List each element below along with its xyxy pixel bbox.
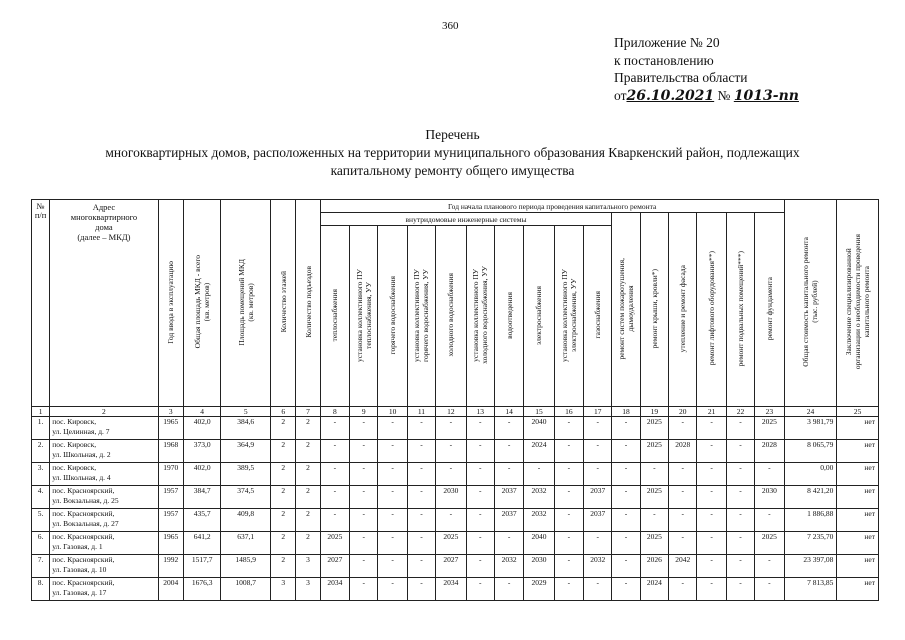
col-header-electric: электроснабжения: [524, 226, 554, 407]
cell-row-number: 2.: [32, 440, 50, 463]
cell-total-area: 402,0: [183, 463, 220, 486]
page-number: 360: [442, 20, 459, 32]
cell-row-number: 6.: [32, 532, 50, 555]
cell-year-built: 1965: [158, 532, 183, 555]
cell-elevator: -: [697, 417, 726, 440]
cell-elevator: -: [697, 532, 726, 555]
cell-year-built: 1965: [158, 417, 183, 440]
cell-electric: 2032: [524, 486, 554, 509]
cell-hot-water: -: [378, 509, 407, 532]
cell-conclusion: нет: [837, 555, 879, 578]
col-header-hot-water: горячего водоснабжения: [378, 226, 407, 407]
column-index: 3: [158, 407, 183, 417]
cell-basement: -: [726, 486, 754, 509]
cell-cost: 1 886,88: [784, 509, 837, 532]
cell-fire: -: [612, 417, 640, 440]
col-header-period: Год начала планового периода проведения капитального ремонта: [320, 200, 784, 213]
column-index: 6: [271, 407, 296, 417]
cell-heat: 2034: [320, 578, 349, 601]
appendix-from: от: [614, 87, 627, 103]
cell-foundation: 2025: [755, 532, 784, 555]
column-index: 24: [784, 407, 837, 417]
table-row: [32, 578, 879, 601]
cell-heat: -: [320, 417, 349, 440]
cell-floors: 2: [271, 532, 296, 555]
column-index: 4: [183, 407, 220, 417]
col-header-cold-water: холодного водоснабжения: [436, 226, 466, 407]
col-header-systems: внутридомовые инженерные системы: [320, 213, 612, 226]
cell-heat: -: [320, 463, 349, 486]
cell-year-built: 1968: [158, 440, 183, 463]
table-row: [32, 532, 879, 555]
cell-hot-meter: -: [407, 417, 435, 440]
col-header-roof: ремонт крыши, кровли*): [640, 213, 668, 407]
cell-conclusion: нет: [837, 578, 879, 601]
cell-entrances: 2: [296, 509, 320, 532]
cell-heat-meter: -: [350, 578, 378, 601]
cell-year-built: 1970: [158, 463, 183, 486]
cell-gas: -: [584, 417, 612, 440]
cell-foundation: 2030: [755, 486, 784, 509]
cell-heat: -: [320, 509, 349, 532]
cell-drainage: -: [494, 532, 523, 555]
column-index: 14: [494, 407, 523, 417]
cell-cold-meter: -: [466, 532, 494, 555]
cell-basement: -: [726, 463, 754, 486]
table-row: [32, 463, 879, 486]
appendix-date: 26.10.2021: [626, 87, 715, 104]
cell-drainage: 2032: [494, 555, 523, 578]
cell-facade: 2028: [669, 440, 697, 463]
cell-hot-meter: -: [407, 463, 435, 486]
table-body: [32, 417, 879, 601]
cell-facade: -: [669, 486, 697, 509]
column-index: 17: [584, 407, 612, 417]
cell-roof: 2024: [640, 578, 668, 601]
cell-heat-meter: -: [350, 463, 378, 486]
cell-drainage: -: [494, 463, 523, 486]
cell-cost: 0,00: [784, 463, 837, 486]
cell-total-area: 1517,7: [183, 555, 220, 578]
cell-elevator: -: [697, 555, 726, 578]
cell-gas: 2032: [584, 555, 612, 578]
cell-total-area: 384,7: [183, 486, 220, 509]
col-header-cost: Общая стоимость капитального ремонта (тыс. рублей): [784, 200, 837, 407]
cell-fire: -: [612, 486, 640, 509]
document-title: [40, 126, 865, 180]
col-header-address: Адрес многоквартирного дома (далее – МКД): [50, 200, 158, 407]
column-index: 8: [320, 407, 349, 417]
cell-electric-meter: -: [554, 578, 583, 601]
cell-foundation: -: [755, 578, 784, 601]
appendix-line-2: к постановлению: [614, 52, 714, 68]
cell-row-number: 1.: [32, 417, 50, 440]
appendix-number-label: №: [717, 87, 731, 103]
cell-hot-water: -: [378, 532, 407, 555]
cell-electric-meter: -: [554, 463, 583, 486]
cell-heat: -: [320, 440, 349, 463]
cell-electric: 2040: [524, 532, 554, 555]
column-index: 10: [378, 407, 407, 417]
column-index: 15: [524, 407, 554, 417]
cell-facade: -: [669, 463, 697, 486]
cell-floors: 2: [271, 555, 296, 578]
cell-heat-meter: -: [350, 555, 378, 578]
cell-elevator: -: [697, 509, 726, 532]
col-header-gas: газоснабжения: [584, 226, 612, 407]
cell-basement: -: [726, 509, 754, 532]
cell-floors: 2: [271, 440, 296, 463]
cell-cost: 8 421,20: [784, 486, 837, 509]
cell-cold-water: -: [436, 509, 466, 532]
cell-gas: 2037: [584, 486, 612, 509]
cell-cost: 3 981,79: [784, 417, 837, 440]
column-index: 1: [32, 407, 50, 417]
appendix-line-1: Приложение № 20: [614, 35, 720, 50]
cell-heat-meter: -: [350, 417, 378, 440]
cell-conclusion: нет: [837, 463, 879, 486]
cell-cold-meter: -: [466, 555, 494, 578]
cell-elevator: -: [697, 486, 726, 509]
cell-premises-area: 409,8: [221, 509, 271, 532]
column-index: 20: [669, 407, 697, 417]
title-line-1: Перечень: [425, 127, 480, 142]
cell-cold-meter: -: [466, 486, 494, 509]
cell-gas: -: [584, 440, 612, 463]
cell-heat: -: [320, 486, 349, 509]
cell-roof: 2025: [640, 486, 668, 509]
cell-electric-meter: -: [554, 440, 583, 463]
col-header-year-built: Год ввода в эксплуатацию: [158, 200, 183, 407]
cell-hot-water: -: [378, 417, 407, 440]
table-row: [32, 555, 879, 578]
cell-foundation: 2028: [755, 440, 784, 463]
cell-address: пос. Красноярский, ул. Вокзальная, д. 25: [50, 486, 158, 509]
cell-electric-meter: -: [554, 417, 583, 440]
cell-gas: -: [584, 463, 612, 486]
col-header-entrances: Количество подъездов: [296, 200, 320, 407]
column-index: 21: [697, 407, 726, 417]
cell-cold-meter: -: [466, 417, 494, 440]
column-index: 12: [436, 407, 466, 417]
column-index: 22: [726, 407, 754, 417]
cell-electric-meter: -: [554, 486, 583, 509]
cell-roof: 2026: [640, 555, 668, 578]
column-index: 19: [640, 407, 668, 417]
cell-address: пос. Красноярский, ул. Газовая, д. 17: [50, 578, 158, 601]
cell-cold-water: -: [436, 440, 466, 463]
cell-row-number: 5.: [32, 509, 50, 532]
cell-facade: -: [669, 509, 697, 532]
cell-basement: -: [726, 440, 754, 463]
cell-address: пос. Кировск, ул. Школьная, д. 4: [50, 463, 158, 486]
appendix-block: [614, 34, 799, 105]
col-header-basement: ремонт подвальных помещений***): [726, 213, 754, 407]
col-header-fire: ремонт систем пожаротушения, дымоудаления: [612, 213, 640, 407]
cell-cost: 7 235,70: [784, 532, 837, 555]
buildings-table: [31, 199, 879, 601]
cell-cold-meter: -: [466, 463, 494, 486]
cell-floors: 2: [271, 463, 296, 486]
cell-cold-water: -: [436, 463, 466, 486]
cell-premises-area: 637,1: [221, 532, 271, 555]
cell-total-area: 435,7: [183, 509, 220, 532]
col-header-conclusion: Заключение специализированной организации о необходимости проведения капитального ремонта: [837, 200, 879, 407]
cell-heat: 2027: [320, 555, 349, 578]
cell-facade: -: [669, 417, 697, 440]
column-index: 7: [296, 407, 320, 417]
cell-foundation: -: [755, 509, 784, 532]
col-header-floors: Количество этажей: [271, 200, 296, 407]
table-row: [32, 417, 879, 440]
appendix-number: 1013-пп: [733, 87, 799, 104]
col-header-cold-meter: установка коллективного ПУ холодного водоснабжения, УУ: [466, 226, 494, 407]
cell-foundation: -: [755, 555, 784, 578]
cell-roof: 2025: [640, 417, 668, 440]
cell-basement: -: [726, 555, 754, 578]
cell-hot-water: -: [378, 578, 407, 601]
col-header-elevator: ремонт лифтового оборудования**): [697, 213, 726, 407]
cell-hot-meter: -: [407, 486, 435, 509]
cell-total-area: 402,0: [183, 417, 220, 440]
column-index: 18: [612, 407, 640, 417]
cell-drainage: -: [494, 578, 523, 601]
cell-electric: 2029: [524, 578, 554, 601]
cell-floors: 2: [271, 486, 296, 509]
cell-foundation: 2025: [755, 417, 784, 440]
cell-fire: -: [612, 440, 640, 463]
appendix-line-3: Правительства области: [614, 70, 748, 85]
cell-basement: -: [726, 417, 754, 440]
cell-year-built: 1992: [158, 555, 183, 578]
table-row: [32, 509, 879, 532]
cell-roof: -: [640, 463, 668, 486]
column-index: 16: [554, 407, 583, 417]
title-line-3: капитальному ремонту общего имущества: [330, 163, 575, 178]
cell-floors: 2: [271, 417, 296, 440]
column-index-row: [32, 407, 879, 417]
col-header-drainage: водоотведения: [494, 226, 523, 407]
cell-gas: -: [584, 578, 612, 601]
column-index: 23: [755, 407, 784, 417]
cell-total-area: 1676,3: [183, 578, 220, 601]
table-row: [32, 486, 879, 509]
cell-cold-water: -: [436, 417, 466, 440]
cell-gas: 2037: [584, 509, 612, 532]
cell-basement: -: [726, 578, 754, 601]
cell-heat: 2025: [320, 532, 349, 555]
cell-basement: -: [726, 532, 754, 555]
cell-address: пос. Красноярский, ул. Газовая, д. 1: [50, 532, 158, 555]
cell-facade: -: [669, 578, 697, 601]
cell-total-area: 373,0: [183, 440, 220, 463]
column-index: 2: [50, 407, 158, 417]
cell-row-number: 4.: [32, 486, 50, 509]
cell-hot-meter: -: [407, 440, 435, 463]
cell-fire: -: [612, 532, 640, 555]
cell-row-number: 3.: [32, 463, 50, 486]
cell-conclusion: нет: [837, 509, 879, 532]
cell-hot-water: -: [378, 555, 407, 578]
cell-entrances: 3: [296, 555, 320, 578]
table-row: [32, 440, 879, 463]
cell-year-built: 2004: [158, 578, 183, 601]
cell-roof: -: [640, 509, 668, 532]
cell-conclusion: нет: [837, 532, 879, 555]
appendix-line-4: [614, 87, 799, 106]
cell-heat-meter: -: [350, 532, 378, 555]
cell-facade: -: [669, 532, 697, 555]
cell-premises-area: 374,5: [221, 486, 271, 509]
cell-hot-meter: -: [407, 532, 435, 555]
cell-cold-meter: -: [466, 509, 494, 532]
cell-entrances: 2: [296, 532, 320, 555]
cell-entrances: 3: [296, 578, 320, 601]
cell-cold-water: 2027: [436, 555, 466, 578]
cell-cold-meter: -: [466, 578, 494, 601]
cell-cold-water: 2025: [436, 532, 466, 555]
cell-floors: 3: [271, 578, 296, 601]
cell-electric: -: [524, 463, 554, 486]
cell-foundation: -: [755, 463, 784, 486]
cell-hot-water: -: [378, 463, 407, 486]
column-index: 11: [407, 407, 435, 417]
cell-year-built: 1957: [158, 486, 183, 509]
cell-premises-area: 1008,7: [221, 578, 271, 601]
cell-entrances: 2: [296, 463, 320, 486]
cell-electric: 2040: [524, 417, 554, 440]
cell-gas: -: [584, 532, 612, 555]
cell-row-number: 8.: [32, 578, 50, 601]
title-line-2: многоквартирных домов, расположенных на территории муниципального образования Кваркенский район, подлежащих: [105, 145, 800, 160]
col-header-num: № п/п: [32, 200, 50, 407]
cell-address: пос. Красноярский, ул. Газовая, д. 10: [50, 555, 158, 578]
cell-conclusion: нет: [837, 440, 879, 463]
col-header-hot-meter: установка коллективного ПУ горячего водоснабжения, УУ: [407, 226, 435, 407]
cell-entrances: 2: [296, 417, 320, 440]
cell-electric: 2032: [524, 509, 554, 532]
cell-heat-meter: -: [350, 509, 378, 532]
cell-hot-meter: -: [407, 555, 435, 578]
cell-electric-meter: -: [554, 532, 583, 555]
cell-address: пос. Кировск, ул. Школьная, д. 2: [50, 440, 158, 463]
cell-electric: 2024: [524, 440, 554, 463]
cell-cost: 8 065,79: [784, 440, 837, 463]
cell-year-built: 1957: [158, 509, 183, 532]
cell-total-area: 641,2: [183, 532, 220, 555]
cell-hot-water: -: [378, 486, 407, 509]
cell-elevator: -: [697, 440, 726, 463]
cell-electric-meter: -: [554, 509, 583, 532]
cell-conclusion: нет: [837, 486, 879, 509]
col-header-facade: утепление и ремонт фасада: [669, 213, 697, 407]
column-index: 25: [837, 407, 879, 417]
cell-cold-water: 2034: [436, 578, 466, 601]
cell-fire: -: [612, 578, 640, 601]
cell-premises-area: 1485,9: [221, 555, 271, 578]
cell-cost: 23 397,08: [784, 555, 837, 578]
col-header-total-area: Общая площадь МКД - всего (кв. метров): [183, 200, 220, 407]
cell-hot-water: -: [378, 440, 407, 463]
cell-drainage: -: [494, 440, 523, 463]
cell-row-number: 7.: [32, 555, 50, 578]
cell-address: пос. Кировск, ул. Целинная, д. 7: [50, 417, 158, 440]
cell-heat-meter: -: [350, 440, 378, 463]
cell-facade: 2042: [669, 555, 697, 578]
column-index: 5: [221, 407, 271, 417]
cell-hot-meter: -: [407, 578, 435, 601]
cell-premises-area: 384,6: [221, 417, 271, 440]
header-row-1: [32, 200, 879, 213]
cell-floors: 2: [271, 509, 296, 532]
cell-roof: 2025: [640, 532, 668, 555]
cell-cold-water: 2030: [436, 486, 466, 509]
cell-drainage: 2037: [494, 509, 523, 532]
col-header-premises-area: Площадь помещений МКД (кв. метров): [221, 200, 271, 407]
column-index: 13: [466, 407, 494, 417]
cell-roof: 2025: [640, 440, 668, 463]
cell-fire: -: [612, 509, 640, 532]
cell-drainage: 2037: [494, 486, 523, 509]
cell-fire: -: [612, 463, 640, 486]
col-header-heat: теплоснабжения: [320, 226, 349, 407]
cell-hot-meter: -: [407, 509, 435, 532]
cell-drainage: -: [494, 417, 523, 440]
cell-conclusion: нет: [837, 417, 879, 440]
cell-premises-area: 389,5: [221, 463, 271, 486]
cell-electric: 2030: [524, 555, 554, 578]
cell-heat-meter: -: [350, 486, 378, 509]
column-index: 9: [350, 407, 378, 417]
cell-fire: -: [612, 555, 640, 578]
cell-entrances: 2: [296, 440, 320, 463]
cell-elevator: -: [697, 578, 726, 601]
cell-entrances: 2: [296, 486, 320, 509]
cell-premises-area: 364,9: [221, 440, 271, 463]
col-header-heat-meter: установка коллективного ПУ теплоснабжения, УУ: [350, 226, 378, 407]
col-header-foundation: ремонт фундамента: [755, 213, 784, 407]
cell-cold-meter: -: [466, 440, 494, 463]
cell-electric-meter: -: [554, 555, 583, 578]
col-header-electric-meter: установка коллективного ПУ электроснабжения, УУ: [554, 226, 583, 407]
cell-address: пос. Красноярский, ул. Вокзальная, д. 27: [50, 509, 158, 532]
cell-cost: 7 813,85: [784, 578, 837, 601]
cell-elevator: -: [697, 463, 726, 486]
